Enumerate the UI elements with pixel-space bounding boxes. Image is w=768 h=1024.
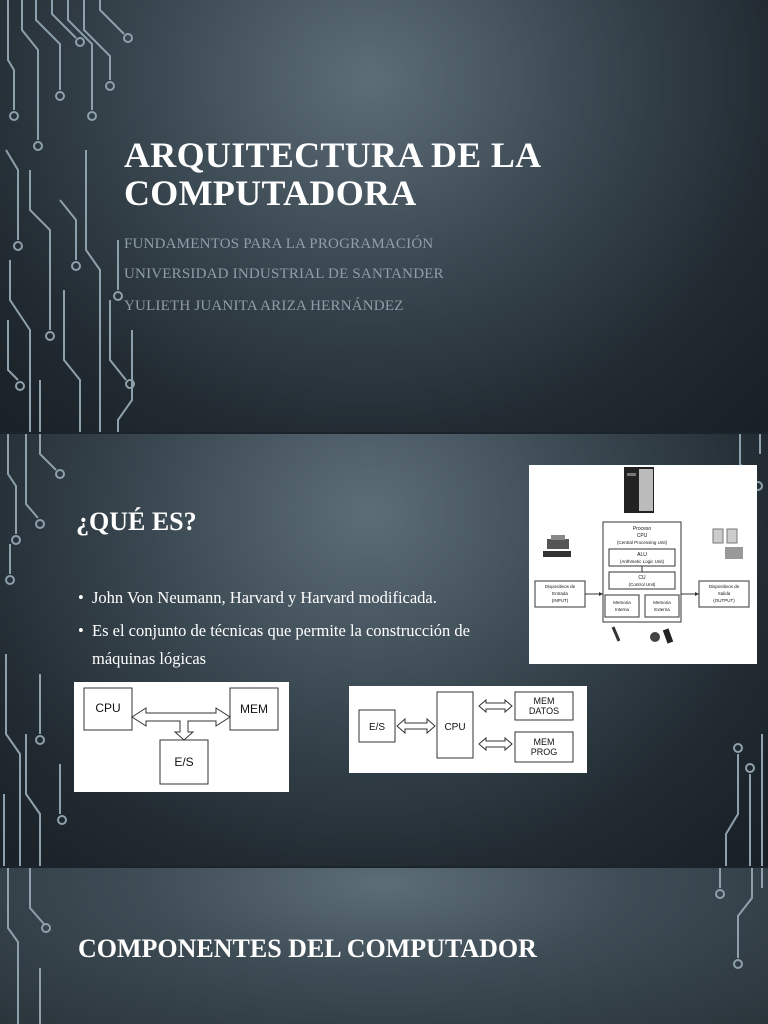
title-line-2: COMPUTADORA: [124, 173, 417, 213]
circuit-decoration-left: [0, 434, 80, 866]
mem-ext-label-2: Externa: [654, 607, 670, 612]
harvard-es-label: E/S: [174, 755, 194, 769]
harvard-mem-label: MEM: [240, 702, 268, 716]
hm-mem-datos-label-2: DATOS: [528, 706, 560, 716]
circuit-decoration-left: [0, 868, 60, 1024]
subtitle-author: YULIETH JUANITA ARIZA HERNÁNDEZ: [124, 298, 404, 314]
input-label-1: Dispositivos de: [544, 584, 576, 589]
circuit-decoration-left: [0, 0, 150, 432]
proceso-label: Proceso: [632, 526, 652, 532]
bus-arrow-icon: [132, 708, 230, 740]
storage-devices-icon: [613, 627, 673, 644]
hm-mem-prog-label-1: MEM: [533, 737, 555, 747]
hm-cpu-label: CPU: [444, 722, 466, 733]
cu-full-label: (Control Unit): [628, 582, 656, 587]
subtitle-course: FUNDAMENTOS PARA LA PROGRAMACIÓN: [124, 236, 434, 252]
alu-label: ALU: [637, 552, 647, 558]
harvard-diagram: [74, 682, 289, 792]
what-is-slide: [0, 434, 768, 866]
bullet-item: • John Von Neumann, Harvard y Harvard modificada.: [78, 584, 518, 612]
title-slide: [0, 0, 768, 432]
hm-mem-prog-label-2: PROG: [530, 747, 558, 757]
hm-es-label: E/S: [368, 722, 386, 733]
input-label-3: (INPUT): [551, 598, 569, 603]
hm-mem-datos-label-1: MEM: [533, 696, 555, 706]
subtitle-university: UNIVERSIDAD INDUSTRIAL DE SANTANDER: [124, 266, 444, 282]
monitor-icon: [713, 529, 743, 559]
cpu-label: CPU: [636, 533, 648, 539]
output-label-2: Salida: [717, 591, 731, 596]
bullet-item: • Es el conjunto de técnicas que permite la construcción de máquinas lógicas: [78, 617, 518, 673]
von-neumann-diagram: [529, 465, 757, 664]
output-label-1: Dispositivos de: [708, 584, 740, 589]
cpu-full-label: (Central Processing Unit): [616, 540, 668, 545]
cu-label: CU: [638, 575, 646, 581]
scanner-icon: [543, 535, 571, 557]
harvard-cpu-label: CPU: [95, 701, 121, 715]
harvard-modified-diagram: [349, 686, 587, 773]
components-slide: [0, 868, 768, 1024]
computer-tower-icon: [624, 467, 654, 513]
double-arrow-icon: [479, 700, 512, 750]
mem-int-label-1: Memoria: [613, 600, 631, 605]
alu-full-label: (Arithmetic Logic Unit): [619, 559, 665, 564]
mem-ext-label-1: Memoria: [653, 600, 671, 605]
input-label-2: Entrada: [552, 591, 568, 596]
slide-title: COMPONENTES DEL COMPUTADOR: [78, 934, 537, 963]
slide-title: ¿QUÉ ES?: [76, 507, 197, 536]
presentation-title: [124, 136, 684, 212]
double-arrow-icon: [397, 719, 435, 733]
title-line-1: ARQUITECTURA DE LA: [124, 135, 542, 175]
circuit-decoration-right: [700, 868, 768, 1024]
output-label-3: (OUTPUT): [713, 598, 735, 603]
mem-int-label-2: Interna: [614, 607, 630, 612]
bullet-list: [78, 584, 518, 678]
